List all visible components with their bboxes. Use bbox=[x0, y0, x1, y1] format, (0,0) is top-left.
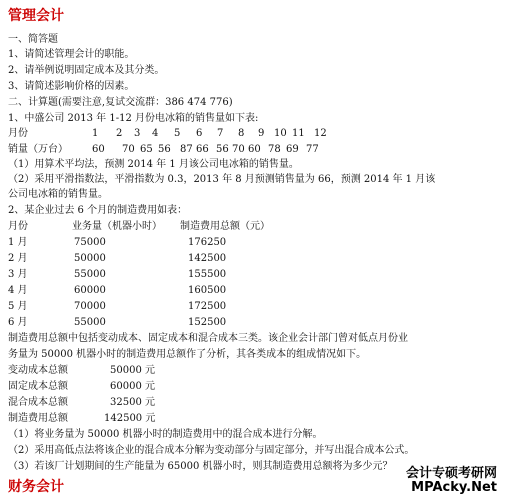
sales-cell: 56 bbox=[216, 144, 229, 155]
table-cell-cost: 152500 bbox=[188, 317, 227, 328]
month-cell: 1 bbox=[92, 128, 99, 139]
sales-cell: 78 bbox=[268, 144, 281, 155]
table-cell-cost: 155500 bbox=[188, 269, 227, 280]
calc-question-1-intro: 1、中盛公司 2013 年 1-12 月份电冰箱的销售量如下表: bbox=[8, 113, 259, 124]
sales-cell: 60 bbox=[248, 144, 261, 155]
month-cell: 9 bbox=[258, 128, 265, 139]
cost-label: 制造费用总额 bbox=[8, 413, 68, 424]
calc-1-part-2-line-1: （2）采用平滑指数法，平滑指数为 0.3，2013 年 8 月预测销售量为 66，预测 2014 年 1 月该 bbox=[8, 174, 436, 185]
table-cell-volume: 60000 bbox=[74, 285, 106, 296]
month-cell: 4 bbox=[152, 128, 159, 139]
calc-1-part-2-line-2: 公司电冰箱的销售量。 bbox=[8, 189, 108, 200]
table-cell-volume: 55000 bbox=[74, 317, 106, 328]
month-cell: 2 bbox=[116, 128, 123, 139]
month-cell: 8 bbox=[238, 128, 245, 139]
month-cell: 3 bbox=[134, 128, 141, 139]
sales-label: 销量（万台） bbox=[8, 144, 68, 155]
question-3: 3、请简述影响价格的因素。 bbox=[8, 81, 135, 92]
short-answer-heading: 一、简答题 bbox=[8, 34, 58, 45]
cost-value: 50000 元 bbox=[110, 365, 155, 376]
table-cell-month: 1 月 bbox=[8, 237, 28, 248]
sales-cell: 69 bbox=[286, 144, 299, 155]
month-label: 月份 bbox=[8, 128, 28, 139]
month-cell: 7 bbox=[217, 128, 224, 139]
question-2: 2、请举例说明固定成本及其分类。 bbox=[8, 65, 165, 76]
table-header-volume: 业务量（机器小时） bbox=[72, 221, 162, 232]
table-cell-cost: 176250 bbox=[188, 237, 227, 248]
month-cell: 6 bbox=[196, 128, 203, 139]
cost-label: 混合成本总额 bbox=[8, 397, 68, 408]
sales-cell: 65 bbox=[140, 144, 153, 155]
table-header-month: 月份 bbox=[8, 221, 28, 232]
month-cell: 5 bbox=[174, 128, 181, 139]
calc-1-part-1: （1）用算术平均法，预测 2014 年 1 月该公司电冰箱的销售量。 bbox=[8, 159, 299, 170]
sales-cell: 70 bbox=[122, 144, 135, 155]
sales-cell: 60 bbox=[92, 144, 105, 155]
sub-question-3: （3）若该厂计划期间的生产能量为 65000 机器小时，则其制造费用总额将为多少元？ bbox=[8, 461, 393, 472]
table-header-cost: 制造费用总额（元） bbox=[180, 221, 270, 232]
month-cell: 10 bbox=[274, 128, 287, 139]
table-cell-volume: 70000 bbox=[74, 301, 106, 312]
cost-value: 60000 元 bbox=[110, 381, 155, 392]
question-1: 1、请简述管理会计的职能。 bbox=[8, 49, 135, 60]
sub-question-1: （1）将业务量为 50000 机器小时的制造费用中的混合成本进行分解。 bbox=[8, 429, 323, 440]
section-title-management-accounting: 管理会计 bbox=[8, 8, 64, 24]
table-cell-volume: 55000 bbox=[74, 269, 106, 280]
table-cell-cost: 142500 bbox=[188, 253, 227, 264]
month-cell: 11 bbox=[292, 128, 305, 139]
table-cell-month: 5 月 bbox=[8, 301, 28, 312]
calculation-heading: 二、计算题(需要注意,复试交流群：386 474 776) bbox=[8, 97, 233, 108]
table-cell-month: 4 月 bbox=[8, 285, 28, 296]
section-title-financial-accounting: 财务会计 bbox=[8, 479, 64, 495]
sales-cell: 70 bbox=[232, 144, 245, 155]
sales-cell: 56 bbox=[158, 144, 171, 155]
month-cell: 12 bbox=[314, 128, 327, 139]
table-cell-month: 6 月 bbox=[8, 317, 28, 328]
watermark-line-2: MPAcky.Net bbox=[411, 480, 497, 495]
table-cell-volume: 50000 bbox=[74, 253, 106, 264]
sales-cell: 87 bbox=[180, 144, 193, 155]
sales-cell: 66 bbox=[196, 144, 209, 155]
calc-question-2-intro: 2、某企业过去 6 个月的制造费用如表： bbox=[8, 205, 188, 216]
paragraph-line-2: 务量为 50000 机器小时的制造费用总额作了分析，其各类成本的组成情况如下。 bbox=[8, 349, 367, 360]
watermark-line-1: 会计专硕考研网 bbox=[405, 466, 497, 481]
table-cell-cost: 172500 bbox=[188, 301, 227, 312]
table-cell-month: 2 月 bbox=[8, 253, 28, 264]
table-cell-volume: 75000 bbox=[74, 237, 106, 248]
sales-cell: 77 bbox=[306, 144, 319, 155]
table-cell-month: 3 月 bbox=[8, 269, 28, 280]
sub-question-2: （2）采用高低点法将该企业的混合成本分解为变动部分与固定部分，并写出混合成本公式。 bbox=[8, 445, 415, 456]
cost-label: 变动成本总额 bbox=[8, 365, 68, 376]
cost-value: 32500 元 bbox=[110, 397, 155, 408]
cost-value: 142500 元 bbox=[104, 413, 156, 424]
cost-label: 固定成本总额 bbox=[8, 381, 68, 392]
table-cell-cost: 160500 bbox=[188, 285, 227, 296]
paragraph-line-1: 制造费用总额中包括变动成本、固定成本和混合成本三类。该企业会计部门曾对低点月份业 bbox=[8, 333, 408, 344]
